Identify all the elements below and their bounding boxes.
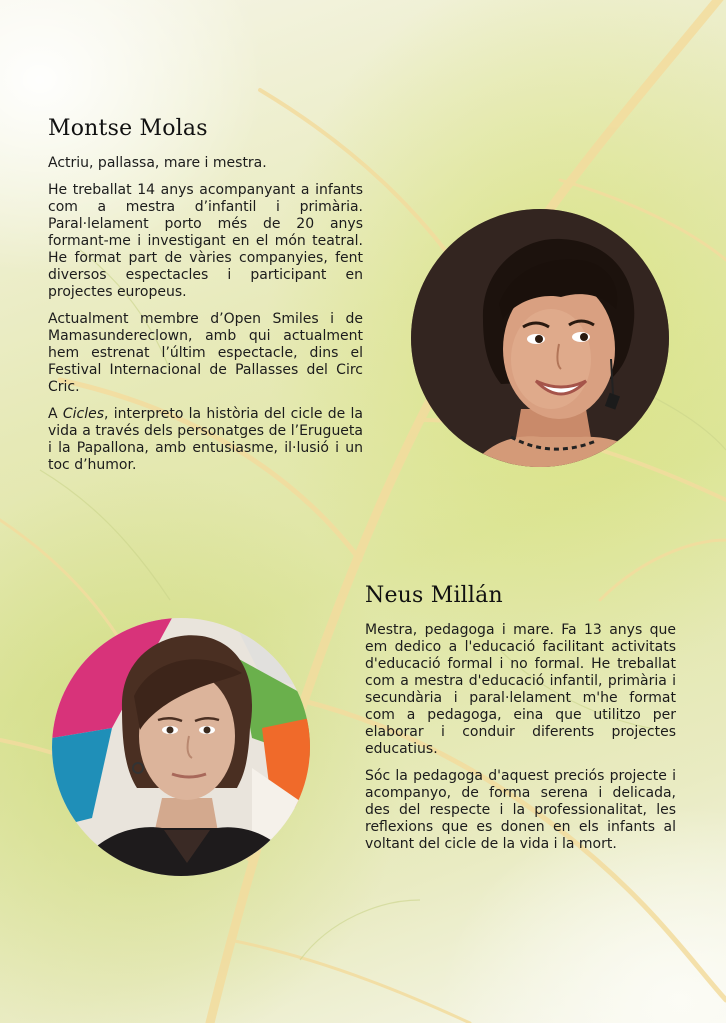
portrait-montse-molas <box>411 209 669 467</box>
show-title-emphasis: Cicles <box>62 406 105 422</box>
profile-paragraph: Actriu, pallassa, mare i mestra. <box>48 155 267 171</box>
profile-neus <box>365 583 676 863</box>
profile-paragraph: He treballat 14 anys acompanyant a infants com a mestra d’infantil i primària. Paral·lelament porto més de 20 anys formant-me i investigant en el món teatral. He format part de vàries companyies, fent diversos espectacles i participant en projectes europeus. <box>48 182 363 300</box>
profile-paragraph: Sóc la pedagoga d'aquest preciós projecte i acompanyo, de forma serena i delicada, des del respecte i la professionalitat, les reflexions que es donen en els infants al voltant del cicle de la vida i la mort. <box>365 768 676 852</box>
paragraph-text: , interpreto la història del cicle de la vida a través dels personatges de l’Erugueta i la Papallona, amb entusiasme, il·lusió i un toc d’humor. <box>48 406 363 473</box>
paragraph-prefix: A <box>48 406 63 422</box>
profile-name: Montse Molas <box>48 116 208 141</box>
profile-paragraph <box>48 406 363 474</box>
profile-montse <box>48 116 363 484</box>
portrait-neus-millan <box>52 618 310 876</box>
profile-paragraph: Actualment membre d’Open Smiles i de Mamasundereclown, amb qui actualment hem estrenat l’últim espectacle, dins el Festival Internacional de Pallasses del Circ Cric. <box>48 311 363 395</box>
profile-paragraph: Mestra, pedagoga i mare. Fa 13 anys que em dedico a l'educació facilitant activitats d'educació formal i no formal. He treballat com a mestra d'educació infantil, primària i secundària i paral·lelament m'he format com a pedagoga, eina que utilitzo per elaborar i conduir diferents projectes educatius. <box>365 622 676 757</box>
profile-name: Neus Millán <box>365 583 503 608</box>
